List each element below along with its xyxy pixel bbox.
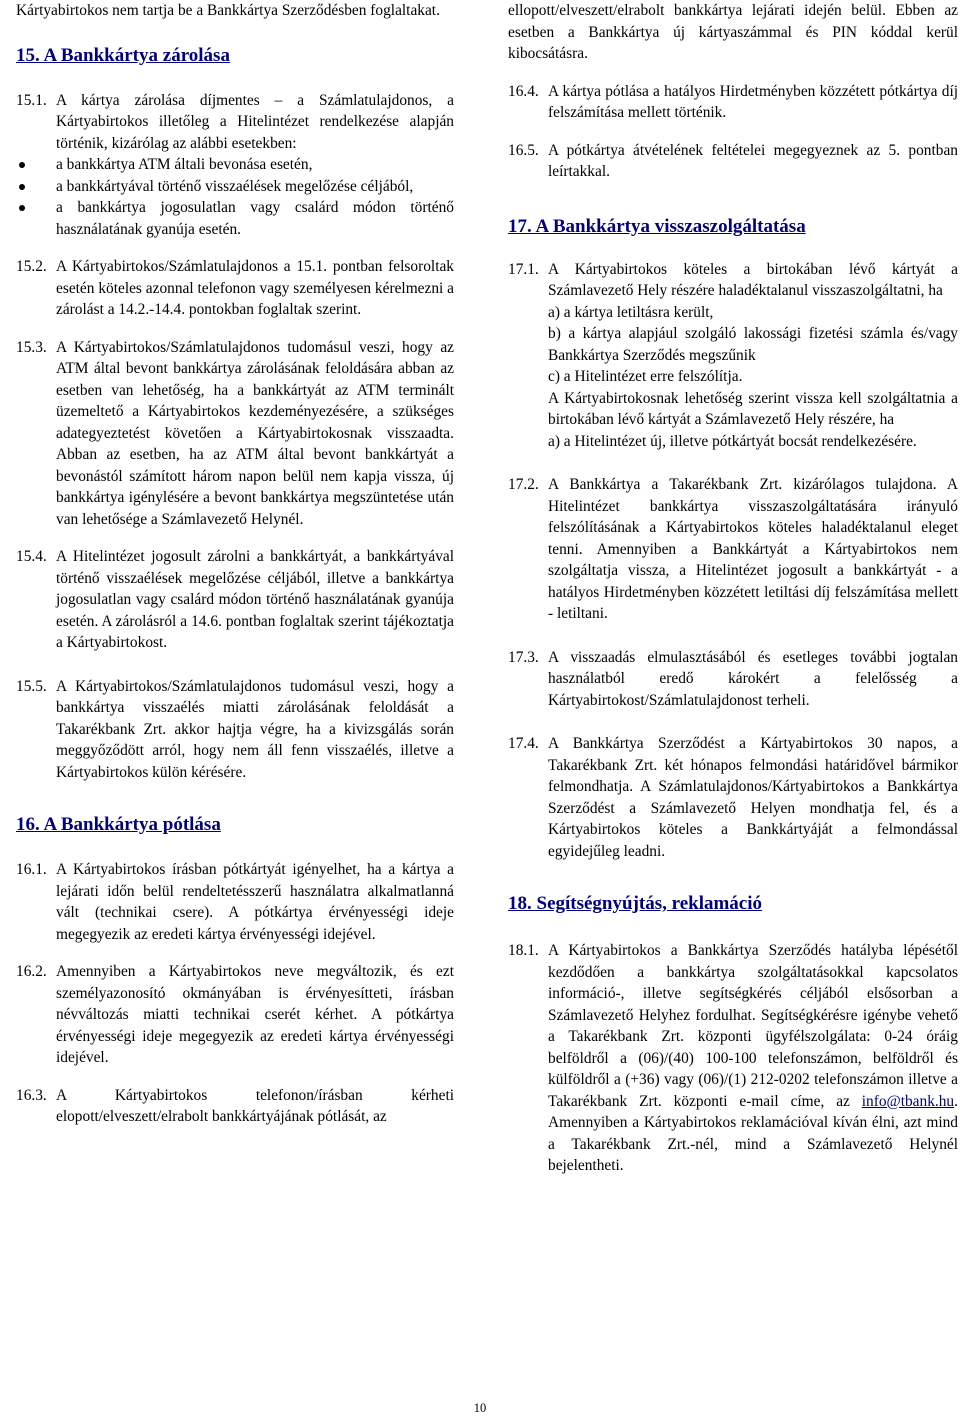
section-17-3 <box>508 647 958 712</box>
bullet-icon <box>19 184 25 190</box>
section-16-5 <box>508 140 958 183</box>
section-text: A Bankkártya Szerződést a Kártyabirtokos 30 napos, a Takarékbank Zrt. két hónapos felmondási határidővel bármikor felmondhatja. A Számlatulajdonos/Kártyabirtokos a Bankkártya Szerződést a Számlavezető Helyen mondhatja fel, és a Kártyabirtokos köteles a Bankkártyáját a felmondással egyidejűleg leadni. <box>548 735 958 860</box>
bullet-list <box>16 154 454 240</box>
section-15-2 <box>16 256 454 321</box>
section-17-2 <box>508 474 958 625</box>
left-column <box>16 0 454 1128</box>
section-number: 17.1. <box>508 260 539 278</box>
section-number: 18.1. <box>508 942 539 959</box>
list-item: a bankkártyával történő visszaélések megelőzése céljából, <box>16 176 454 198</box>
section-15-1 <box>16 90 454 155</box>
section-number: 16.5. <box>508 141 539 159</box>
section-16-3 <box>16 1085 454 1128</box>
section-text: A visszaadás elmulasztásából és esetleges további jogtalan használatból eredő károkért a felelősség a Kártyabirtokost/Számlatulajdonost terheli. <box>548 648 958 709</box>
section-16-1 <box>16 859 454 945</box>
section-18-1 <box>508 940 958 1177</box>
sub-item-a2: a) a Hitelintézet új, illetve pótkártyát bocsát rendelkezésére. <box>548 432 917 450</box>
section-text: A pótkártya átvételének feltételei megegyeznek az 5. pontban leírtakkal. <box>548 141 958 180</box>
email-link[interactable]: info@tbank.hu <box>861 1092 955 1110</box>
section-number: 15.3. <box>16 338 47 356</box>
section-text: A Hitelintézet jogosult zárolni a bankkártyát, a bankkártyával történő visszaélések megelőzése céljából, illetve a bankkártya jogosulatlan vagy csalárd módon történő használatának gyanúja esetén. A zárolásról a 14.6. pontban foglaltak szerint tájékoztatja a Kártyabirtokost. <box>56 548 454 651</box>
section-text: A Kártyabirtokos köteles a birtokában lévő kártyát a Számlavezető Hely részére haladéktalanul visszaszolgáltatni, ha <box>548 260 958 299</box>
section-16-4 <box>508 81 958 124</box>
continued-text: ellopott/elveszett/elrabolt bankkártya lejárati idején belül. Ebben az esetben a Bankkártya új kártyaszámmal és PIN kóddal kerül kibocsátásra. <box>508 2 958 62</box>
section-number: 16.3. <box>16 1086 47 1104</box>
section-number: 15.1. <box>16 91 47 109</box>
section-15-3 <box>16 337 454 531</box>
section-17-4 <box>508 733 958 862</box>
section-text: A Kártyabirtokos/Számlatulajdonos a 15.1. pontban felsoroltak esetén köteles azonnal telefonon vagy személyesen kérelmezni a zárolást a 14.2.-14.4. pontokban foglaltak szerint. <box>56 258 454 318</box>
bullet-icon <box>19 162 25 168</box>
section-text: A kártya pótlása a hatályos Hirdetményben közzétett pótkártya díj felszámítása mellett történik. <box>548 82 958 121</box>
sub-item-b: b) a kártya alapjául szolgáló lakossági fizetési számla és/vagy Bankkártya Szerződés megszűnik <box>548 325 958 364</box>
section-17-heading: 17. A Bankkártya visszaszolgáltatása <box>508 215 806 237</box>
section-number: 17.4. <box>508 735 539 752</box>
section-18-heading: 18. Segítségnyújtás, reklamáció <box>508 893 763 914</box>
page-number: 10 <box>473 1401 487 1415</box>
section-16-2 <box>16 961 454 1069</box>
section-15-4 <box>16 546 454 654</box>
section-15-5 <box>16 676 454 784</box>
bullet-icon <box>19 205 25 211</box>
section-number: 15.5. <box>16 677 47 695</box>
section-text: A Kártyabirtokos írásban pótkártyát igényelhet, ha a kártya a lejárati időn belül rendeltetésszerű használatra alkalmatlanná vált (technikai csere). A pótkártya érvényességi ideje megegyezik az eredeti kártya érvényességi idejével. <box>56 861 454 943</box>
section-17-1 <box>508 259 958 453</box>
sub-item-c: c) a Hitelintézet erre felszólítja. <box>548 368 743 385</box>
list-item: a bankkártya jogosulatlan vagy csalárd módon történő használatának gyanúja esetén. <box>16 197 454 240</box>
list-item: a bankkártya ATM általi bevonása esetén, <box>16 154 454 176</box>
right-column <box>508 0 958 1177</box>
section-text: A Kártyabirtokos/Számlatulajdonos tudomásul veszi, hogy az ATM által bevont bankkártya zárolásának feloldására abban az esetben van lehetőség, ha a bankkártyát az ATM terminált üzemeltető a Kártyabirtokos kezdeményezésére, a szükséges adategyeztetést követően a Kártyabirtokosnak visszaadta. Abban az esetben, ha az ATM által bevont bankkártyát a bevonástól számított három napon belül nem kapja vissza, új bankkártya igénylésére a bevont bankkártya megszüntetése után van lehetősége a Számlavezető Helynél. <box>56 338 454 528</box>
section-text-continued: A Kártyabirtokosnak lehetőség szerint vissza kell szolgáltatnia a birtokában lévő kártyát a Számlavezető Hely részére, ha <box>548 389 958 428</box>
section-text: A Bankkártya a Takarékbank Zrt. kizárólagos tulajdona. A Hitelintézet bankkártya visszaszolgáltatására irányuló felszólításának a Kártyabirtokos köteles haladéktalanul eleget tenni. Amennyiben a Bankkártyát a Kártyabirtokos nem szolgáltatja vissza, a Hitelintézet jogosult a bankkártyát - a hatályos Hirdetményben közzétett letiltási díj felszámítása mellett - letiltani. <box>548 476 958 622</box>
section-text: A Kártyabirtokos a Bankkártya Szerződés hatályba lépésétől kezdődően a bankkártya szolgáltatásokkal kapcsolatos információ-, illetve segítségkérés céljából elsősorban a Számlavezető Helyhez fordulhat. Segítségkérésre igénybe vehető a Takarékbank Zrt. központi ügyfélszolgálata: 0-24 óráig belföldről a (06)/(40) 100-100 telefonszámon, belföldről és külföldről a (+36) vagy (06)/(1) 212-0202 telefonszámon illetve a Takarékbank Zrt. központi e-mail címe, az info@tbank.hu. Amennyiben a Kártyabirtokos reklamációval kíván élni, azt mind a Takarékbank Zrt.-nél, mind a Számlavezető Helynél bejelentheti. <box>548 942 958 1174</box>
sub-item-a: a) a kártya letiltásra került, <box>548 303 714 321</box>
section-text: A kártya zárolása díjmentes – a Számlatulajdonos, a Kártyabirtokos illetőleg a Hitelintézet rendelkezése alapján történik, kizárólag az alábbi esetekben: <box>56 91 454 152</box>
section-number: 16.1. <box>16 861 47 878</box>
section-number: 16.4. <box>508 82 539 100</box>
section-text: A Kártyabirtokos telefonon/írásban kérheti elopott/elveszett/elrabolt bankkártyájának pótlását, az <box>56 1086 454 1125</box>
section-15-heading: 15. A Bankkártya zárolása <box>16 44 230 66</box>
section-16-heading: 16. A Bankkártya pótlása <box>16 814 221 835</box>
section-number: 15.2. <box>16 258 47 275</box>
section-number: 16.2. <box>16 963 47 980</box>
intro-text: Kártyabirtokos nem tartja be a Bankkártya Szerződésben foglaltakat. <box>16 2 440 19</box>
section-text: Amennyiben a Kártyabirtokos neve megváltozik, és ezt személyazonosító okmányában is érvényesítteti, írásban névváltozás miatti technikai cserét kérhet. A pótkártya érvényességi ideje megegyezik az eredeti kártya érvényességi idejével. <box>56 963 454 1066</box>
section-number: 15.4. <box>16 548 47 565</box>
section-number: 17.3. <box>508 648 539 666</box>
section-text: A Kártyabirtokos/Számlatulajdonos tudomásul veszi, hogy a bankkártya visszaélés miatti zárolásának feloldását a Takarékbank Zrt. akkor hajtja végre, ha a kivizsgálás során meggyőződött arról, hogy nem áll fenn visszaélés, illetve a Kártyabirtokos külön kérésére. <box>56 677 454 781</box>
section-number: 17.2. <box>508 476 539 493</box>
